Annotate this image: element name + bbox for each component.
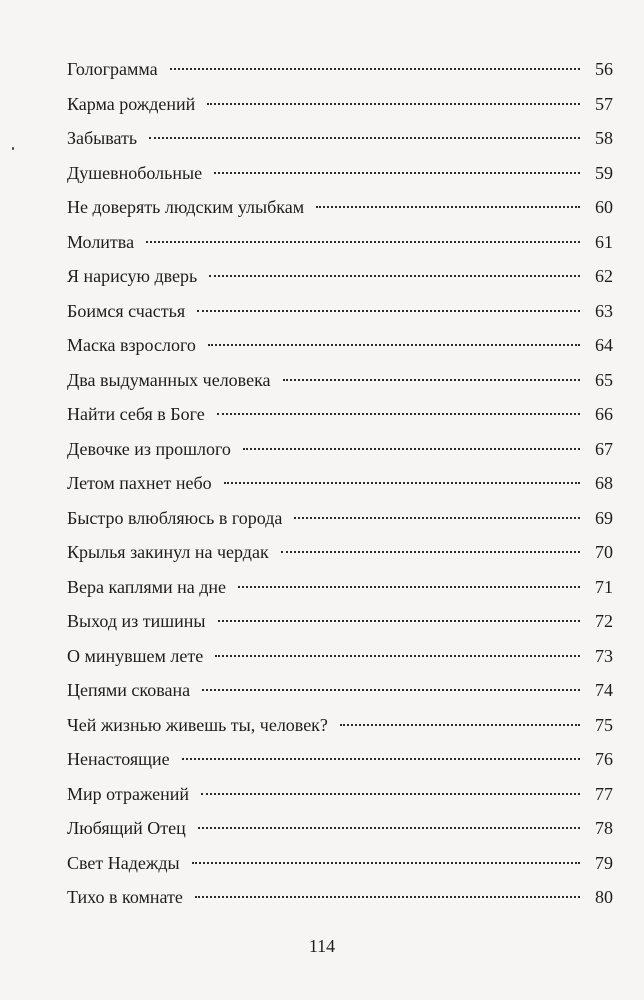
toc-entry-title: Два выдуманных человека	[67, 369, 271, 390]
toc-entry-page: 67	[595, 438, 613, 459]
dot-leader	[281, 551, 580, 553]
dot-leader	[238, 586, 580, 588]
toc-entry	[67, 397, 613, 432]
toc-entry	[67, 363, 613, 398]
toc-entry-page: 60	[595, 197, 613, 217]
toc-entry-page: 63	[595, 300, 613, 321]
toc-entry-title: Боимся счастья	[67, 300, 186, 321]
toc-entry-page: 71	[595, 576, 613, 597]
toc-entry-page: 68	[595, 473, 613, 493]
toc-entry-title: Девочке из прошлого	[67, 438, 231, 459]
paper-speck	[12, 147, 14, 150]
toc-entry-title: Маска взрослого	[67, 335, 196, 355]
toc-entry-page: 64	[595, 335, 613, 355]
dot-leader	[201, 793, 580, 795]
dot-leader	[340, 724, 580, 726]
toc-entry-page: 56	[595, 59, 613, 79]
dot-leader	[243, 448, 580, 450]
toc-entry	[67, 535, 613, 570]
toc-entry-title: Ненастоящие	[67, 749, 170, 769]
dot-leader	[209, 275, 580, 277]
toc-entry-title: Любящий Отец	[67, 818, 186, 838]
toc-entry	[67, 190, 613, 225]
toc-entry	[67, 880, 613, 915]
toc-entry-title: Молитва	[67, 231, 135, 252]
dot-leader	[182, 758, 580, 760]
dot-leader	[202, 689, 580, 691]
toc-entry-title: О минувшем лете	[67, 645, 204, 666]
dot-leader	[208, 344, 580, 346]
toc-entry	[67, 673, 613, 708]
toc-entry	[67, 294, 613, 329]
toc-entry-title: Чей жизнью живешь ты, человек?	[67, 714, 328, 735]
toc-entry-title: Тихо в комнате	[67, 887, 183, 907]
toc-entry-page: 58	[595, 128, 613, 148]
dot-leader	[294, 517, 580, 519]
toc-entry-title: Вера каплями на дне	[67, 576, 227, 597]
toc-entry	[67, 121, 613, 156]
toc-entry-title: Быстро влюбляюсь в города	[67, 507, 283, 528]
toc-entry	[67, 570, 613, 605]
toc-entry-title: Не доверять людским улыбкам	[67, 197, 305, 217]
toc-entry-page: 78	[595, 818, 613, 838]
toc-entry	[67, 708, 613, 743]
dot-leader	[192, 862, 580, 864]
toc-entry-title: Карма рождений	[67, 93, 196, 114]
dot-leader	[170, 68, 580, 70]
page-number: 114	[308, 936, 336, 956]
dot-leader	[195, 896, 580, 898]
toc-entry-page: 79	[595, 852, 613, 873]
toc-entry-page: 65	[595, 369, 613, 390]
toc-entry-title: Найти себя в Боге	[67, 404, 205, 424]
table-of-contents	[67, 52, 613, 915]
toc-entry-page: 75	[595, 714, 613, 735]
dot-leader	[214, 172, 580, 174]
dot-leader	[207, 103, 580, 105]
toc-entry-title: Забывать	[67, 128, 138, 148]
toc-entry	[67, 156, 613, 191]
toc-entry-title: Душевнобольные	[67, 162, 203, 183]
toc-entry	[67, 432, 613, 467]
toc-entry	[67, 328, 613, 363]
toc-entry-title: Цепями скована	[67, 680, 191, 700]
toc-entry-title: Я нарисую дверь	[67, 266, 198, 286]
toc-entry-page: 76	[595, 749, 613, 769]
toc-entry	[67, 501, 613, 536]
toc-entry-title: Крылья закинул на чердак	[67, 542, 269, 562]
toc-entry-page: 73	[595, 645, 613, 666]
dot-leader	[316, 206, 580, 208]
toc-entry-page: 66	[595, 404, 613, 424]
dot-leader	[198, 827, 580, 829]
dot-leader	[197, 310, 580, 312]
toc-entry-title: Голограмма	[67, 59, 158, 79]
toc-entry-page: 59	[595, 162, 613, 183]
toc-entry-page: 72	[595, 611, 613, 631]
toc-entry-title: Свет Надежды	[67, 852, 180, 873]
toc-entry	[67, 225, 613, 260]
toc-entry	[67, 811, 613, 846]
toc-entry-page: 74	[595, 680, 613, 700]
toc-entry	[67, 742, 613, 777]
toc-entry	[67, 777, 613, 812]
dot-leader	[215, 655, 580, 657]
toc-entry-page: 62	[595, 266, 613, 286]
toc-entry-page: 80	[595, 887, 613, 907]
dot-leader	[146, 241, 580, 243]
toc-entry	[67, 259, 613, 294]
toc-entry-page: 57	[595, 93, 613, 114]
toc-entry-page: 69	[595, 507, 613, 528]
toc-entry-title: Мир отражений	[67, 783, 190, 804]
toc-entry	[67, 639, 613, 674]
toc-entry	[67, 846, 613, 881]
toc-entry	[67, 52, 613, 87]
dot-leader	[283, 379, 580, 381]
dot-leader	[224, 482, 580, 484]
toc-entry-page: 70	[595, 542, 613, 562]
toc-entry-page: 61	[595, 231, 613, 252]
toc-entry-title: Летом пахнет небо	[67, 473, 212, 493]
toc-entry-title: Выход из тишины	[67, 611, 206, 631]
dot-leader	[217, 413, 580, 415]
dot-leader	[218, 620, 580, 622]
toc-entry	[67, 604, 613, 639]
toc-entry	[67, 87, 613, 122]
toc-entry-page: 77	[595, 783, 613, 804]
dot-leader	[149, 137, 580, 139]
toc-entry	[67, 466, 613, 501]
